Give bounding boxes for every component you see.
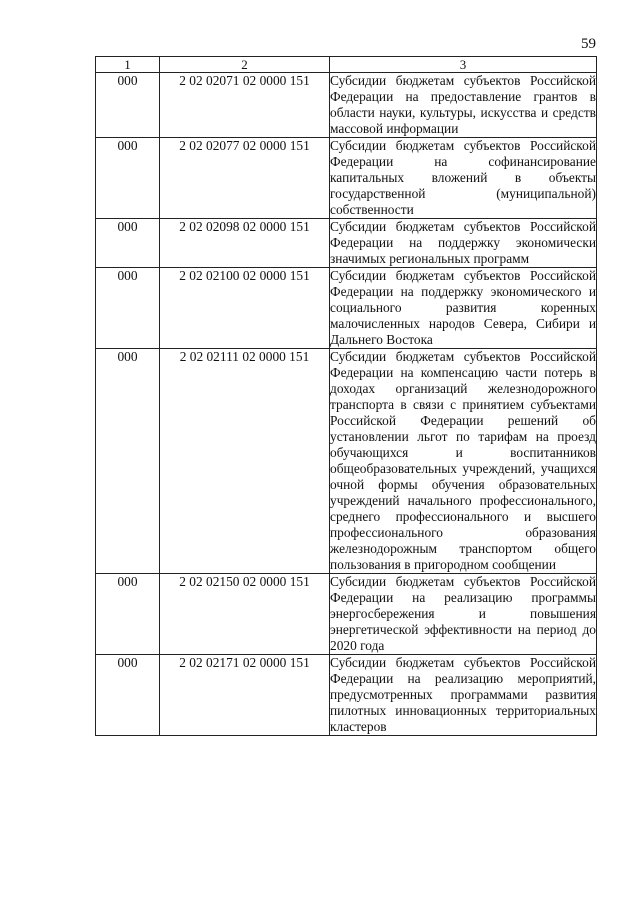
budget-code-cell: 2 02 02150 02 0000 151 — [160, 574, 330, 655]
table-row — [96, 219, 597, 268]
column-header-2: 2 — [160, 57, 330, 73]
budget-code-cell: 2 02 02100 02 0000 151 — [160, 268, 330, 349]
budget-codes-table — [95, 56, 597, 736]
description-cell: Субсидии бюджетам субъектов Российской Федерации на предоставление грантов в области науки, культуры, искусства и средств массовой информации — [330, 73, 596, 136]
budget-code-cell: 2 02 02098 02 0000 151 — [160, 219, 330, 268]
table-row — [96, 655, 597, 736]
budget-code-cell: 2 02 02111 02 0000 151 — [160, 349, 330, 574]
description-cell: Субсидии бюджетам субъектов Российской Федерации на реализацию программы энергосбережения и повышения энергетической эффективности на период до 2020 года — [330, 574, 596, 653]
admin-code-cell: 000 — [96, 219, 160, 268]
budget-code-cell: 2 02 02077 02 0000 151 — [160, 138, 330, 219]
table-row — [96, 73, 597, 138]
table-row — [96, 574, 597, 655]
description-cell: Субсидии бюджетам субъектов Российской Федерации на софинансирование капитальных вложений в объекты государственной (муниципальной) собственности — [330, 138, 596, 217]
description-cell: Субсидии бюджетам субъектов Российской Федерации на компенсацию части потерь в доходах организаций железнодорожного транспорта в связи с принятием субъектами Российской Федерации решений об установлении льгот по тарифам на проезд обучающихся и воспитанников общеобразовательных учреждений, учащихся очной формы обучения образовательных учреждений начального профессионального, среднего профессионального и высшего профессионального образования железнодорожным транспортом общего пользования в пригородном сообщении — [330, 349, 596, 572]
admin-code-cell: 000 — [96, 73, 160, 138]
admin-code-cell: 000 — [96, 655, 160, 736]
admin-code-cell: 000 — [96, 574, 160, 655]
description-cell: Субсидии бюджетам субъектов Российской Федерации на реализацию мероприятий, предусмотренных программами развития пилотных инновационных территориальных кластеров — [330, 655, 596, 734]
admin-code-cell: 000 — [96, 349, 160, 574]
budget-code-cell: 2 02 02071 02 0000 151 — [160, 73, 330, 138]
table-row — [96, 138, 597, 219]
column-header-3: 3 — [330, 57, 597, 73]
table-row — [96, 268, 597, 349]
column-header-1: 1 — [96, 57, 160, 73]
table-header-row — [96, 57, 597, 73]
budget-code-cell: 2 02 02171 02 0000 151 — [160, 655, 330, 736]
description-cell: Субсидии бюджетам субъектов Российской Федерации на поддержку экономического и социального развития коренных малочисленных народов Севера, Сибири и Дальнего Востока — [330, 268, 596, 347]
admin-code-cell: 000 — [96, 268, 160, 349]
description-cell: Субсидии бюджетам субъектов Российской Федерации на поддержку экономически значимых региональных программ — [330, 219, 596, 266]
table-row — [96, 349, 597, 574]
admin-code-cell: 000 — [96, 138, 160, 219]
page-number: 59 — [581, 36, 596, 52]
